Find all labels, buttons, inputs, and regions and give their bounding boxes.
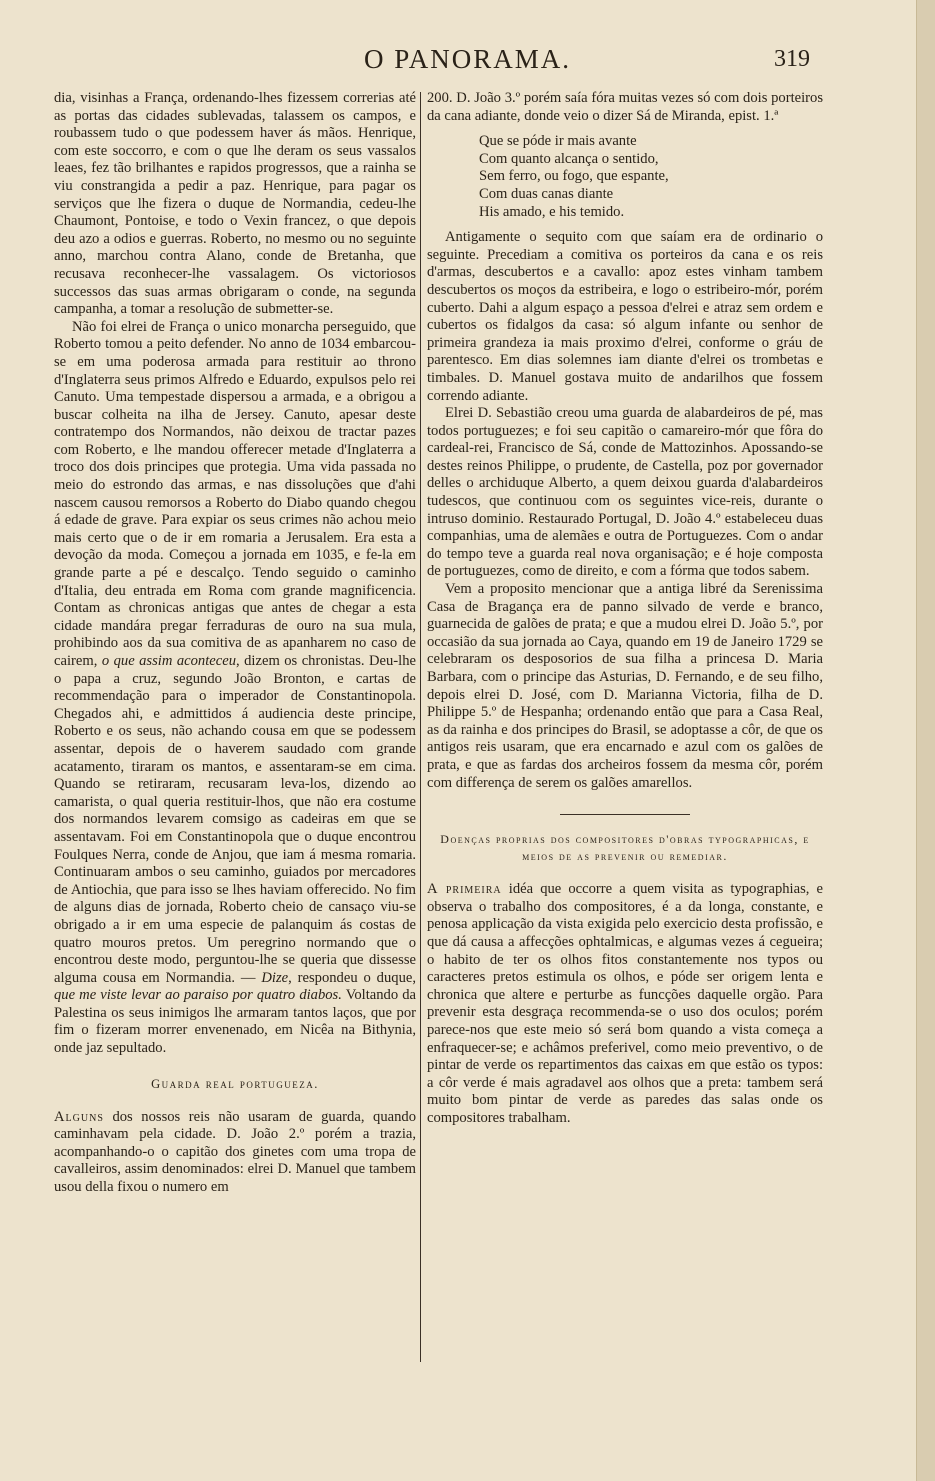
page-edge-line — [916, 0, 917, 1481]
left-paragraph-2-italic-2: Dize — [261, 969, 289, 986]
page-number: 319 — [774, 46, 810, 72]
left-paragraph-3-lead: Alguns — [54, 1108, 104, 1125]
left-paragraph-2-part-a: Não foi elrei de França o unico monarcha perseguido, que Roberto tomou a peito defender. No anno de 1034 embarcou-se em uma poderosa armada para restituir ao throno d'Inglaterra seus primos Alfredo e Eduardo, expulsos pelo rei Canuto. Uma tempestade dispersou a armada, e a obrigou a buscar colheita na ilha de Jersey. Canuto, apesar deste contratempo dos Normandos, não deixou de tractar pazes com Roberto, e lhe mandou offerecer metade d'Inglaterra a troco dos dois principes que protegia. Uma vida passada no meio do estrondo das armas, e nas dissoluções que d'ahi nascem causou remorsos a Roberto do Diabo quando chegou á edade de grave. Para expiar os seus crimes não achou meio mais certo que o de ir em romaria a Jerusalem. Era esta a devoção da moda. Começou a jornada em 1035, e fe-la em grande parte a pé e descalço. Tendo seguido o caminho d'Italia, deu entrada em Roma com grande magnificencia. Contam as chronicas antigas que antes de chegar a esta cidade mandára pregar ferraduras de ouro na sua mula, prohibindo aos da sua comitiva de as apanharem no caso de cairem, — [54, 318, 416, 669]
right-paragraph-5-lead: A primeira — [427, 881, 502, 898]
masthead-title: O PANORAMA. — [363, 44, 572, 74]
left-paragraph-3 — [54, 1109, 416, 1197]
section-heading-guarda-real: Guarda real portugueza. — [151, 1076, 319, 1091]
left-paragraph-2-part-d: Voltando da Palestina os seus inimigos lhe armaram tantos laços, que por fim o fizeram morrer envenenado, em Nicêa na Bithynia, onde jaz sepultado. — [54, 987, 417, 1057]
section-rule — [560, 814, 690, 815]
section-heading-doencas: Doenças proprias dos compositores d'obras typographicas, e meios de as prevenir ou remediar. — [440, 832, 810, 864]
verse-quote — [479, 133, 823, 221]
column-divider — [420, 92, 421, 1362]
page-edge-shadow — [917, 0, 935, 1481]
right-paragraph-5 — [427, 881, 823, 1127]
verse-line: His amado, e his temido. — [479, 203, 625, 220]
right-paragraph-5-text: idéa que occorre a quem visita as typographias, e observa o trabalho dos compositores, é a da longa, constante, e penosa applicação da vista exigida pelo exercicio desta profissão, e que dá causa a affecções ophtalmicas, e algumas vezes á cegueira; o habito de ter os olhos fitos constantemente nos typos ou caracteres pretos estimula os olhos, e póde ser origem lenta e chronica que altere e perturbe as funcções daquelle orgão. Para prevenir esta desgraça recommenda-se o uso dos oculos; porém parece-nos que este meio só será bom quando a vista começa a enfraquecer-se; e achâmos preferivel, como meio preventivo, o de pintar de verde os repartimentos das caixas em que estão os typos: a côr verde é mais agradavel aos olhos que a preta: tambem será muito bom pintar de verde as paredes das salas onde os compositores trabalham. — [427, 881, 823, 1126]
left-paragraph-2-part-b: , dizem os chronistas. Deu-lhe o papa a cruz, segundo João Bronton, e cartas de recommendação para o imperador de Constantinopola. Chegados ahi, e admittidos á audiencia deste principe, Roberto e os seus, não achando cousa em que se podessem assentar, depois de o haverem saudado com grande acatamento, tiraram os mantos, e assentaram-se em cima. Quando se retiraram, recusaram leva-los, dizendo ao camarista, o qual queria restituir-lhos, que não era costume dos normandos levarem comsigo as cadeiras em que se assentavam. Foi em Constantinopola que o duque encontrou Foulques Nerra, conde de Anjou, que iam á mesma romaria. Continuaram ambos o seu caminho, guiados por mercadores de Antiochia, que para isso se lhes haviam offerecido. No fim de alguns dias de jornada, Roberto cheio de cansaço viu-se obrigado a ir em uma especie de palanquim ás costas de quatro mouros pretos. Um peregrino normando que o encontrou deste modo, perguntou-lhe se queria que dissesse alguma cousa em Normandia. — — [54, 653, 416, 986]
left-column — [54, 90, 416, 1197]
verse-line: Com quanto alcança o sentido, — [479, 150, 659, 167]
right-paragraph-3: Elrei D. Sebastião creou uma guarda de alabardeiros de pé, mas todos portuguezes; e foi seu capitão o camareiro-mór que fôra do cardeal-rei, Francisco de Sá, conde de Mattozinhos. Apossando-se destes reinos Philippe, o prudente, de Castella, poz por governador delles o archiduque Alberto, a quem deixou guarda d'alabardeiros tudescos, que continuou com os seguintes vice-reis, durante o intruso dominio. Restaurado Portugal, D. João 4.º estabeleceu duas companhias, uma de alemães e outra de Portuguezes. Com o andar do tempo teve a guarda real nova organisação; e é hoje composta de portuguezes, como de direito, e com a fórma que todos sabem. — [427, 405, 823, 580]
left-paragraph-2-part-c: , respondeu o duque, — [288, 969, 417, 986]
right-paragraph-4: Vem a proposito mencionar que a antiga libré da Serenissima Casa de Bragança era de panno silvado de verde e branco, guarnecida de galões de prata; e que a mudou elrei D. João 5.º, por occasião da sua jornada ao Caya, quando em 19 de Janeiro 1729 se celebraram os desposorios de sua filha a princesa D. Maria Barbara, com o principe das Asturias, D. Fernando, e de seu filho, depois elrei D. José, com D. Marianna Victoria, filha de D. Philippe 5.º de Hespanha; ordenando então que para a Casa Real, as da rainha e dos principes do Brasil, se adoptasse a côr, de que os antigos reis usaram, que era encarnado e azul com os galões de prata, e que as fardas dos archeiros fossem da mesma côr, porém com differença de serem os galões amarellos. — [427, 581, 823, 791]
left-paragraph-3-text: dos nossos reis não usaram de guarda, quando caminhavam pela cidade. D. João 2.º porém a trazia, acompanhando-o o capitão dos ginetes com uma tropa de cavalleiros, assim denominados: elrei D. Manuel que tambem usou della fixou o numero em — [54, 1108, 416, 1196]
left-paragraph-1: dia, visinhas a França, ordenando-lhes fizessem correrias até as portas das cidades sublevadas, talassem os campos, e roubassem tudo o que podessem haver ás mãos. Henrique, com este soccorro, e com o que lhe deram os seus vassalos leaes, fez tão brilhantes e rapidos progressos, que a rainha se viu constrangida a pedir a paz. Henrique, para pagar os serviços que lhe fizera o duque de Normandia, cedeu-lhe Chaumont, Pontoise, e todo o Vexin francez, o que depois deu azo a odios e guerras. Roberto, no mesmo ou no seguinte anno, marchou contra Alano, conde de Bretanha, que recusava reconhecer-lhe vassalagem. Os victoriosos successos das suas armas obrigaram o conde, na segunda campanha, a tomar a resolução de submetter-se. — [54, 90, 416, 318]
verse-line: Sem ferro, ou fogo, que espante, — [479, 168, 669, 185]
verse-line: Que se póde ir mais avante — [479, 133, 637, 150]
right-paragraph-1: 200. D. João 3.º porém saía fóra muitas vezes só com dois porteiros da cana adiante, donde veio o dizer Sá de Miranda, epist. 1.ª — [427, 90, 823, 124]
left-paragraph-2 — [54, 319, 416, 1058]
right-paragraph-2: Antigamente o sequito com que saíam era de ordinario o seguinte. Precediam a comitiva os porteiros da cana e os reis d'armas, descubertos e a cavallo: apoz estes vinham tambem descubertos os moços da estribeira, e logo o estribeiro-mór, porém cuberto. Dahi a algum espaço a pessoa d'elrei e atraz sem ordem e cubertos os fidalgos da casa: só algum infante ou senhor de primeira grandeza ia mais proximo d'elrei, conforme o gráu de parentesco. Em dias solemnes iam diante d'elrei os trombetas e timbales. D. Manuel gostava muito de andarilhos que fossem correndo adiante. — [427, 229, 823, 404]
left-paragraph-2-italic-1: o que assim aconteceu — [101, 653, 237, 669]
right-column — [427, 90, 823, 1127]
verse-line: Com duas canas diante — [479, 185, 614, 202]
left-paragraph-2-italic-3: que me viste levar ao paraiso por quatro diabos. — [54, 987, 342, 1004]
